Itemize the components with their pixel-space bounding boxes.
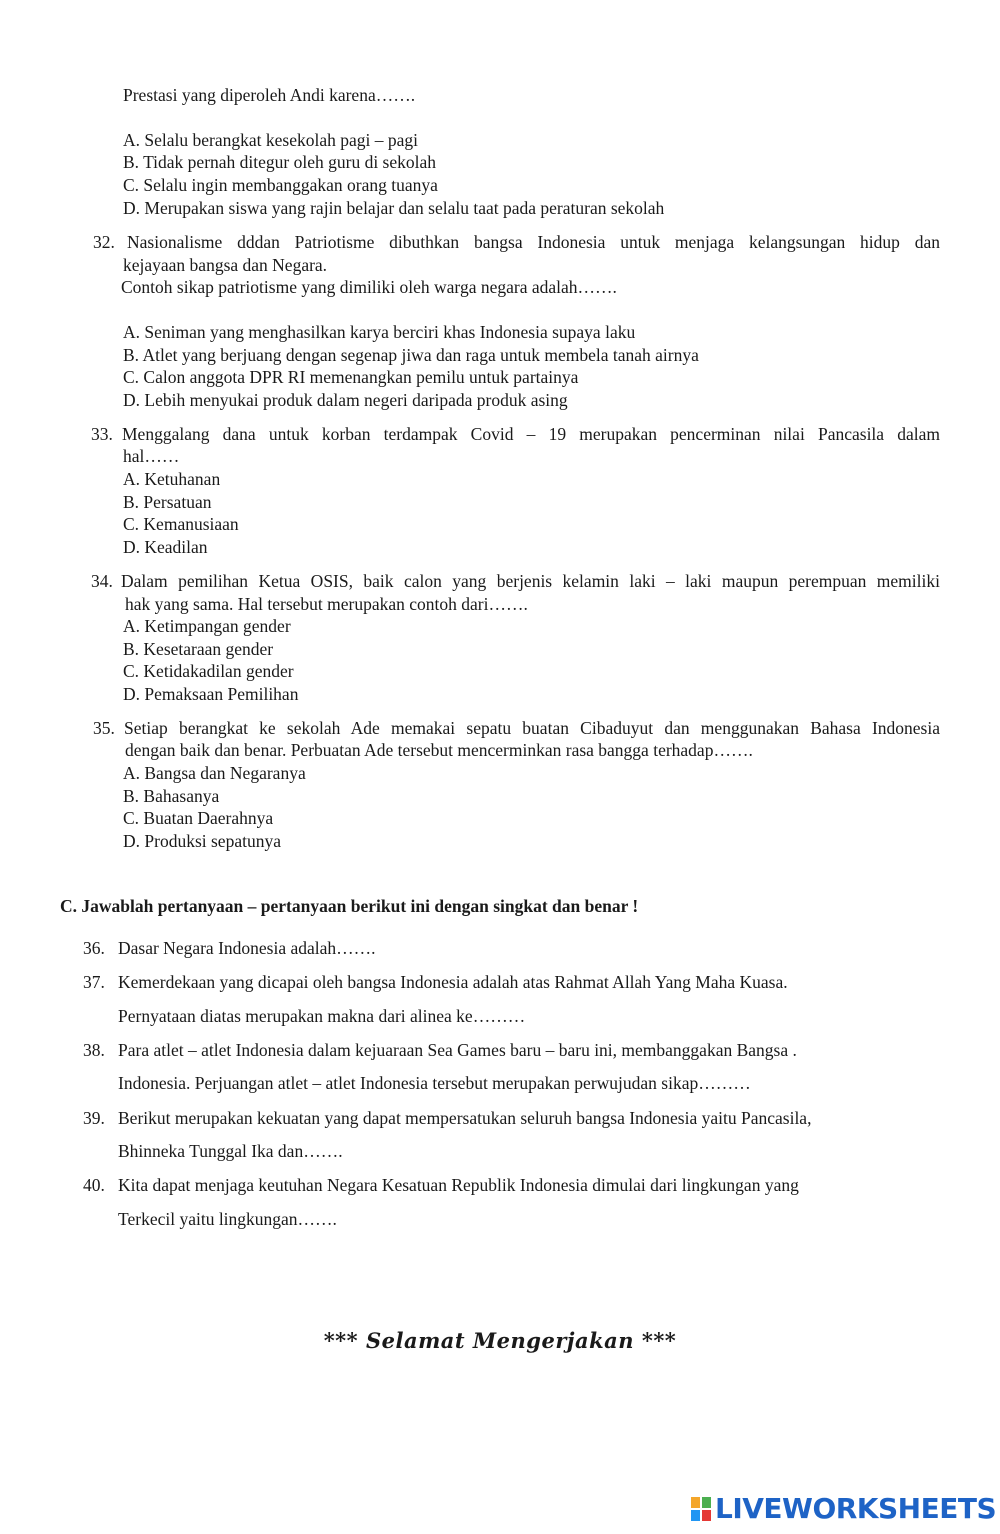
q37-number: 37. xyxy=(83,972,105,992)
q32-option-b: B. Atlet yang berjuang dengan segenap jiwa dan raga untuk membela tanah airnya xyxy=(123,345,699,365)
q38-line1: Para atlet – atlet Indonesia dalam kejuaraan Sea Games baru – baru ini, membanggakan Bangsa . xyxy=(118,1040,797,1060)
q40-number: 40. xyxy=(83,1175,105,1195)
q40-line1: Kita dapat menjaga keutuhan Negara Kesatuan Republik Indonesia dimulai dari lingkungan yang xyxy=(118,1175,799,1195)
q33-option-c: C. Kemanusiaan xyxy=(123,514,239,534)
q35-line1: Setiap berangkat ke sekolah Ade memakai sepatu buatan Cibaduyut dan menggunakan Bahasa Indonesia xyxy=(124,718,940,738)
q34-line2: hak yang sama. Hal tersebut merupakan contoh dari……. xyxy=(125,594,528,614)
q34-option-c: C. Ketidakadilan gender xyxy=(123,661,294,681)
q40-line2: Terkecil yaitu lingkungan……. xyxy=(118,1209,337,1229)
q37-line1: Kemerdekaan yang dicapai oleh bangsa Indonesia adalah atas Rahmat Allah Yang Maha Kuasa. xyxy=(118,972,788,992)
q31-option-b: B. Tidak pernah ditegur oleh guru di sekolah xyxy=(123,152,437,172)
q31-prompt: Prestasi yang diperoleh Andi karena……. xyxy=(123,85,416,105)
q35-option-b: B. Bahasanya xyxy=(123,786,220,806)
liveworksheets-brand[interactable] xyxy=(690,1492,996,1526)
q38-line2: Indonesia. Perjuangan atlet – atlet Indonesia tersebut merupakan perwujudan sikap……… xyxy=(118,1073,751,1093)
logo-square-4 xyxy=(701,1509,712,1522)
logo-square-2 xyxy=(701,1496,712,1509)
q34-option-b: B. Kesetaraan gender xyxy=(123,639,274,659)
q32-line3: Contoh sikap patriotisme yang dimiliki oleh warga negara adalah……. xyxy=(121,277,617,297)
q35-line2: dengan baik dan benar. Perbuatan Ade tersebut mencerminkan rasa bangga terhadap……. xyxy=(125,740,753,760)
q32-option-a: A. Seniman yang menghasilkan karya berciri khas Indonesia supaya laku xyxy=(123,322,636,342)
liveworksheets-logo-icon xyxy=(690,1496,712,1522)
q32-option-d: D. Lebih menyukai produk dalam negeri daripada produk asing xyxy=(123,390,568,410)
section-c-heading: C. Jawablah pertanyaan – pertanyaan berikut ini dengan singkat dan benar ! xyxy=(60,896,639,916)
q34-number: 34. xyxy=(91,571,113,591)
q32-number: 32. xyxy=(93,232,115,252)
logo-square-3 xyxy=(690,1509,701,1522)
q35-option-c: C. Buatan Daerahnya xyxy=(123,808,274,828)
q36-line1: Dasar Negara Indonesia adalah……. xyxy=(118,938,376,958)
brand-name: LIVEWORKSHEETS xyxy=(715,1492,997,1525)
q31-option-c: C. Selalu ingin membanggakan orang tuanya xyxy=(123,175,438,195)
q31-option-d: D. Merupakan siswa yang rajin belajar dan selalu taat pada peraturan sekolah xyxy=(123,198,665,218)
q33-number: 33. xyxy=(91,424,113,444)
q32-line2: kejayaan bangsa dan Negara. xyxy=(123,255,328,275)
logo-square-1 xyxy=(690,1496,701,1509)
q37-line2: Pernyataan diatas merupakan makna dari alinea ke……… xyxy=(118,1006,526,1026)
closing-message: *** Selamat Mengerjakan *** xyxy=(323,1328,677,1353)
q35-option-a: A. Bangsa dan Negaranya xyxy=(123,763,306,783)
q33-option-a: A. Ketuhanan xyxy=(123,469,221,489)
q32-option-c: C. Calon anggota DPR RI memenangkan pemilu untuk partainya xyxy=(123,367,579,387)
q33-option-b: B. Persatuan xyxy=(123,492,212,512)
q39-number: 39. xyxy=(83,1108,105,1128)
q35-number: 35. xyxy=(93,718,115,738)
q31-option-a: A. Selalu berangkat kesekolah pagi – pagi xyxy=(123,130,418,150)
q35-option-d: D. Produksi sepatunya xyxy=(123,831,281,851)
q39-line2: Bhinneka Tunggal Ika dan……. xyxy=(118,1141,343,1161)
q36-number: 36. xyxy=(83,938,105,958)
q38-number: 38. xyxy=(83,1040,105,1060)
q34-line1: Dalam pemilihan Ketua OSIS, baik calon yang berjenis kelamin laki – laki maupun perempuan memiliki xyxy=(121,571,940,591)
q34-option-a: A. Ketimpangan gender xyxy=(123,616,291,636)
q33-line1: Menggalang dana untuk korban terdampak Covid – 19 merupakan pencerminan nilai Pancasila dalam xyxy=(122,424,940,444)
q33-line2: hal…… xyxy=(123,446,180,466)
q39-line1: Berikut merupakan kekuatan yang dapat mempersatukan seluruh bangsa Indonesia yaitu Pancasila, xyxy=(118,1108,812,1128)
q33-option-d: D. Keadilan xyxy=(123,537,208,557)
q32-line1: Nasionalisme dddan Patriotisme dibuthkan bangsa Indonesia untuk menjaga kelangsungan hidup dan xyxy=(127,232,940,252)
q34-option-d: D. Pemaksaan Pemilihan xyxy=(123,684,299,704)
